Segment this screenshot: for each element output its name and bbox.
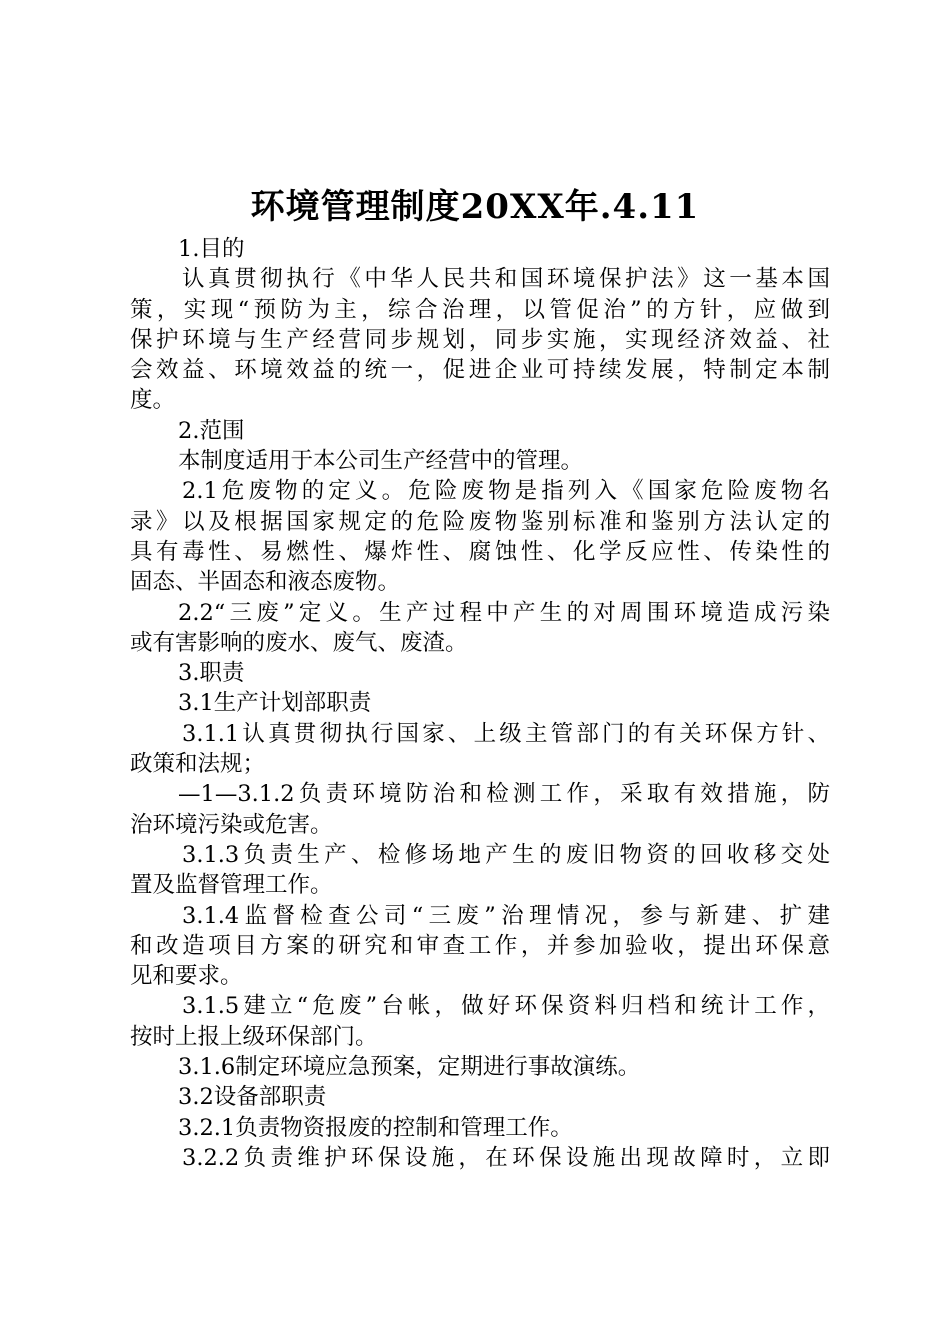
paragraph-line: 3.2.1负责物资报废的控制和管理工作。 — [178, 1114, 573, 1141]
document-title: 环境管理制度20XX年.4.11 — [250, 187, 700, 227]
paragraph-line: 固态、半固态和液态废物。 — [130, 569, 401, 596]
paragraph-line: 3.1.1认真贯彻执行国家、上级主管部门的有关环保方针、 — [182, 720, 830, 747]
paragraph-line: 3.1.4监督检查公司“三废”治理情况，参与新建、扩建 — [182, 902, 830, 929]
paragraph-line: 和改造项目方案的研究和审查工作，并参加验收，提出环保意 — [130, 932, 830, 959]
paragraph-line: 录》以及根据国家规定的危险废物鉴别标准和鉴别方法认定的 — [130, 508, 830, 535]
paragraph-line: 3.2.2负责维护环保设施，在环保设施出现故障时，立即 — [182, 1144, 830, 1171]
paragraph-line: 3.1.5建立“危废”台帐，做好环保资料归档和统计工作， — [182, 993, 830, 1020]
paragraph-line: 保护环境与生产经营同步规划，同步实施，实现经济效益、社 — [130, 326, 830, 353]
subsection-heading: 3.1生产计划部职责 — [178, 690, 372, 717]
paragraph-line: 按时上报上级环保部门。 — [130, 1023, 378, 1050]
section-heading: 3.职责 — [178, 660, 245, 687]
paragraph-line: 3.1.6制定环境应急预案，定期进行事故演练。 — [178, 1054, 641, 1081]
paragraph-line: 本制度适用于本公司生产经营中的管理。 — [178, 448, 584, 475]
paragraph-line: 3.1.3负责生产、检修场地产生的废旧物资的回收移交处 — [182, 841, 830, 868]
paragraph-line: 会效益、环境效益的统一，促进企业可持续发展，特制定本制 — [130, 357, 830, 384]
document-body — [130, 234, 830, 1173]
paragraph-line: 策，实现“预防为主，综合治理，以管促治”的方针，应做到 — [130, 296, 830, 323]
paragraph-line: —1—3.1.2负责环境防治和检测工作，采取有效措施，防 — [178, 781, 830, 808]
paragraph-line: 治环境污染或危害。 — [130, 811, 333, 838]
paragraph-line: 认真贯彻执行《中华人民共和国环境保护法》这一基本国 — [182, 266, 830, 293]
paragraph-line: 2.1危废物的定义。危险废物是指列入《国家危险废物名 — [182, 478, 830, 505]
paragraph-line: 或有害影响的废水、废气、废渣。 — [130, 629, 468, 656]
paragraph-line: 2.2“三废”定义。生产过程中产生的对周围环境造成污染 — [178, 599, 830, 626]
paragraph-line: 具有毒性、易燃性、爆炸性、腐蚀性、化学反应性、传染性的 — [130, 538, 830, 565]
paragraph-line: 政策和法规； — [130, 751, 266, 778]
section-heading: 2.范围 — [178, 417, 245, 444]
subsection-heading: 3.2设备部职责 — [178, 1084, 327, 1111]
paragraph-line: 见和要求。 — [130, 963, 243, 990]
paragraph-line: 置及监督管理工作。 — [130, 872, 333, 899]
paragraph-line: 度。 — [130, 387, 176, 414]
section-heading: 1.目的 — [178, 236, 245, 262]
